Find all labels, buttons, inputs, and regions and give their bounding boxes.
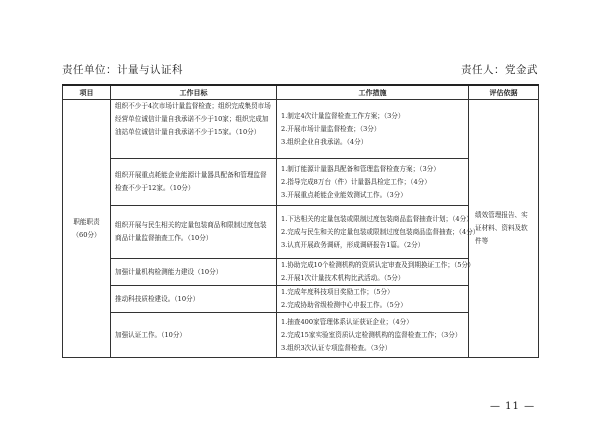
measures-cell xyxy=(277,286,469,313)
basis-cell: 绩效管理报告、实证材料、资料及软件等 xyxy=(469,100,539,358)
measure-line: 3.组织3次认证专项监督检查。（3分） xyxy=(281,343,392,352)
table-row xyxy=(63,313,539,358)
goal-cell: 组织不少于4次市场计量监督检查；组织完成集贸市场经营单位诚信计量自我承诺不少于10家；组织完成加油站单位诚信计量自我承诺不少于15家。（10分） xyxy=(111,100,277,159)
measure-line: 2.完成协助省级检测中心申报工作。（5分） xyxy=(281,301,407,309)
measure-line: 2.完成与民生和关的定量包装或限制过度包装商品监督抽查；（4分） xyxy=(281,227,480,236)
item-cell xyxy=(63,100,111,358)
item-score: （60分） xyxy=(72,230,101,239)
measure-line: 1.制订能源计量器具配备和管理监督检查方案；（3分） xyxy=(281,164,440,173)
measure-line: 3.认真开展政务调研，形成调研报告1篇。（2分） xyxy=(281,240,425,249)
page-number: — 11 — xyxy=(490,401,536,412)
measures-cell xyxy=(277,100,469,159)
measure-line: 1.抽查400家管理体系认证获证企业；（4分） xyxy=(281,317,413,326)
goal-cell: 组织开展重点耗能企业能源计量器具配备和管理监督检查不少于12家。（10分） xyxy=(111,159,277,206)
goal-cell: 组织开展与民生相关的定量包装商品和限制过度包装商品计量监督抽查工作。（10分） xyxy=(111,206,277,259)
table-row xyxy=(63,159,539,206)
measures-cell xyxy=(277,313,469,358)
measure-line: 3.组织企业自我承诺。（4分） xyxy=(281,137,368,146)
item-label: 职能职责 xyxy=(73,217,100,226)
column-header-measures: 工作措施 xyxy=(277,85,469,100)
table-row xyxy=(63,259,539,286)
measure-line: 1.协助完成10个检测机构的资质认定审查及到期换证工作；（5分） xyxy=(281,261,475,269)
measure-line: 1.完成年度科技项目奖励工作；（5分） xyxy=(281,288,394,296)
goal-cell: 加强计量机构检测能力建设（10分） xyxy=(111,259,277,286)
measures-cell xyxy=(277,259,475,286)
column-header-goal: 工作目标 xyxy=(111,85,277,100)
responsible-unit: 责任单位：计量与认证科 xyxy=(62,64,183,76)
measure-line: 2.开展市场计量监督检查；（3分） xyxy=(281,124,381,133)
measure-line: 2.开展1次计量技术机构比武活动。（5分） xyxy=(281,274,405,282)
goal-cell: 加强认证工作。（10分） xyxy=(111,313,277,358)
measures-cell xyxy=(277,206,480,259)
measure-line: 2.完成15家实验室资质认定检测机构的监督检查工作；（3分） xyxy=(281,330,462,339)
table-header-row xyxy=(63,85,539,100)
work-plan-table xyxy=(62,84,539,358)
document-header xyxy=(62,62,538,78)
measure-line: 3.开展重点耗能企业能效测试工作。（3分） xyxy=(281,190,407,199)
measure-line: 1.下达相关的定量包装或限制过度包装商品监督抽查计划；（4分） xyxy=(281,214,473,223)
measure-line: 1.制定4次计量监督检查工作方案；（3分） xyxy=(281,111,405,120)
measure-line: 2.指导完成8万台（件）计量器具检定工作；（4分） xyxy=(281,177,431,186)
table-row xyxy=(63,100,539,159)
measures-cell xyxy=(277,159,469,206)
table-row xyxy=(63,286,539,313)
column-header-basis: 评估依据 xyxy=(469,85,539,100)
column-header-item: 项目 xyxy=(63,85,111,100)
goal-cell: 推动科技质检建设。（10分） xyxy=(111,286,277,313)
responsible-person: 责任人：党金武 xyxy=(461,64,538,76)
table-row xyxy=(63,206,539,259)
